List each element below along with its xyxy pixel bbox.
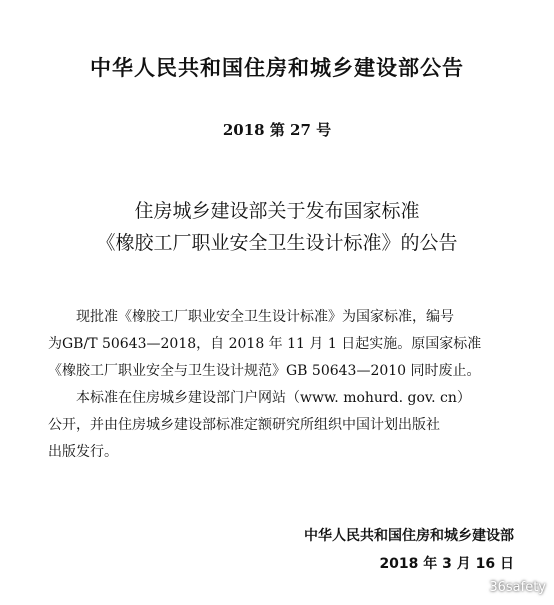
subtitle-line: 住房城乡建设部关于发布国家标准 bbox=[134, 200, 420, 222]
paragraph-publication bbox=[48, 385, 536, 466]
watermark bbox=[464, 577, 546, 597]
signature-org: 中华人民共和国住房和城乡建设部 bbox=[304, 528, 514, 544]
notice-title: 中华人民共和国住房和城乡建设部公告 bbox=[90, 56, 464, 80]
body-line: 为GB/T 50643—2018，自 2018 年 11 月 1 日起实施。原国家标准 bbox=[48, 336, 482, 352]
notice-number: 2018 第 27 号 bbox=[222, 121, 332, 139]
body-line: 本标准在住房城乡建设部门户网站（www. mohurd. gov. cn） bbox=[76, 390, 471, 406]
notice-signature bbox=[304, 522, 514, 578]
notice-body bbox=[48, 304, 536, 466]
body-line: 出版发行。 bbox=[48, 444, 118, 460]
subtitle-line: 《橡胶工厂职业安全卫生设计标准》的公告 bbox=[96, 232, 458, 254]
body-line: 《橡胶工厂职业安全与卫生设计规范》GB 50643—2010 同时废止。 bbox=[48, 363, 481, 379]
paragraph-approval bbox=[48, 304, 536, 385]
watermark-text: 36safety bbox=[489, 579, 546, 595]
body-line: 公开，并由住房城乡建设部标准定额研究所组织中国计划出版社 bbox=[48, 417, 440, 433]
body-line: 现批准《橡胶工厂职业安全卫生设计标准》为国家标准，编号 bbox=[76, 309, 454, 325]
notice-subtitle bbox=[0, 195, 554, 259]
wechat-icon bbox=[464, 577, 484, 597]
signature-date: 2018 年 3 月 16 日 bbox=[379, 556, 514, 572]
